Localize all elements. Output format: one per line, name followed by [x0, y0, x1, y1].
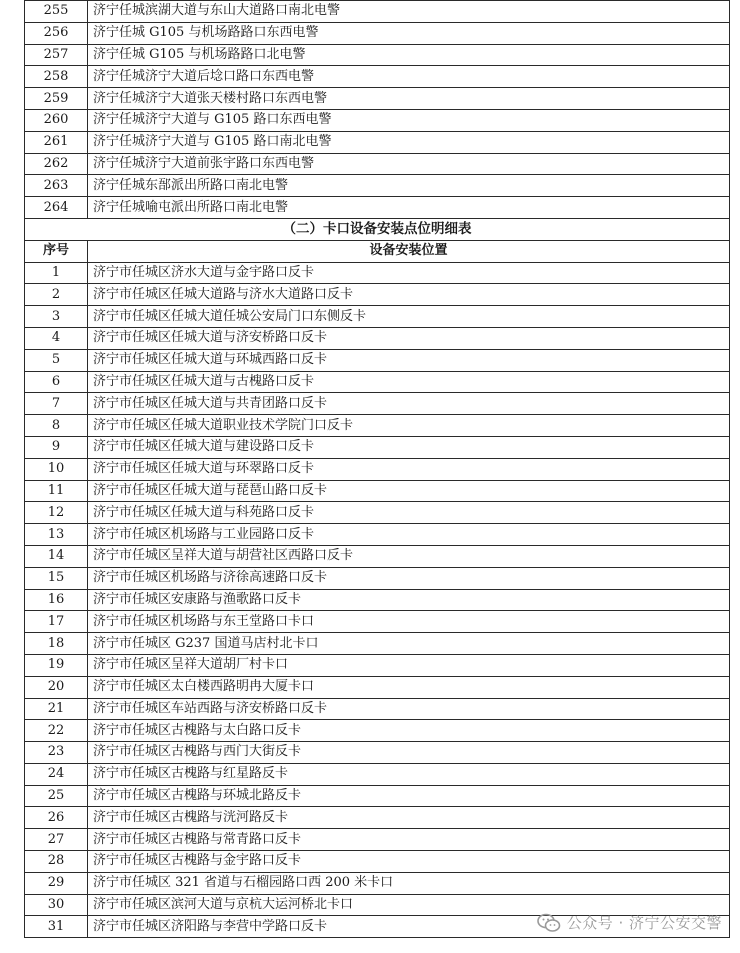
location-cell: 济宁市任城区古槐路与太白路口反卡: [88, 720, 730, 742]
table-row: [25, 22, 730, 44]
row-number-cell: 15: [25, 567, 88, 589]
table-row: [25, 109, 730, 131]
location-cell: 济宁市任城区古槐路与红星路反卡: [88, 763, 730, 785]
table-row: [25, 393, 730, 415]
table-row: [25, 763, 730, 785]
row-number-cell: 18: [25, 633, 88, 655]
table-row: [25, 436, 730, 458]
location-cell: 济宁任城济宁大道与 G105 路口南北电警: [88, 131, 730, 153]
table-row: [25, 66, 730, 88]
table-row: [25, 633, 730, 655]
location-cell: 济宁市任城区任城大道与环城西路口反卡: [88, 349, 730, 371]
table-row: [25, 567, 730, 589]
table-row: [25, 175, 730, 197]
table-row: [25, 807, 730, 829]
row-number-cell: 13: [25, 524, 88, 546]
location-cell: 济宁市任城区太白楼西路明冉大厦卡口: [88, 676, 730, 698]
location-cell: 济宁市任城区任城大道任城公安局门口东侧反卡: [88, 306, 730, 328]
row-number-cell: 1: [25, 262, 88, 284]
row-number-cell: 6: [25, 371, 88, 393]
table-row: [25, 502, 730, 524]
location-cell: 济宁市任城区古槐路与洸河路反卡: [88, 807, 730, 829]
row-number-cell: 27: [25, 829, 88, 851]
location-cell: 济宁市任城区任城大道与共青团路口反卡: [88, 393, 730, 415]
row-number-cell: 31: [25, 916, 88, 938]
row-number-cell: 9: [25, 436, 88, 458]
location-cell: 济宁市任城区任城大道路与济水大道路口反卡: [88, 284, 730, 306]
location-cell: 济宁市任城区滨河大道与京杭大运河桥北卡口: [88, 894, 730, 916]
row-number-cell: 263: [25, 175, 88, 197]
location-cell: 济宁任城 G105 与机场路路口北电警: [88, 44, 730, 66]
row-number-cell: 5: [25, 349, 88, 371]
location-cell: 济宁市任城区任城大道与古槐路口反卡: [88, 371, 730, 393]
row-number-cell: 30: [25, 894, 88, 916]
table-row: [25, 1, 730, 23]
table-row: [25, 262, 730, 284]
table-row: [25, 306, 730, 328]
row-number-cell: 3: [25, 306, 88, 328]
location-cell: 济宁市任城区任城大道与建设路口反卡: [88, 436, 730, 458]
location-cell: 济宁市任城区任城大道职业技术学院门口反卡: [88, 415, 730, 437]
equipment-table-sheet: [24, 0, 729, 938]
table-row: [25, 371, 730, 393]
location-cell: 济宁市任城区古槐路与环城北路反卡: [88, 785, 730, 807]
table-row: [25, 851, 730, 873]
location-cell: 济宁市任城区济水大道与金宇路口反卡: [88, 262, 730, 284]
location-cell: 济宁任城济宁大道后埝口路口东西电警: [88, 66, 730, 88]
row-number-cell: 7: [25, 393, 88, 415]
location-cell: 济宁市任城区济阳路与李营中学路口反卡: [88, 916, 730, 938]
column-header-location: 设备安装位置: [88, 240, 730, 262]
location-cell: 济宁市任城区车站西路与济安桥路口反卡: [88, 698, 730, 720]
location-cell: 济宁市任城区任城大道与环翠路口反卡: [88, 458, 730, 480]
table-row: [25, 524, 730, 546]
row-number-cell: 16: [25, 589, 88, 611]
column-header-number: 序号: [25, 240, 88, 262]
location-cell: 济宁市任城区机场路与东王堂路口卡口: [88, 611, 730, 633]
location-cell: 济宁市任城区任城大道与琵琶山路口反卡: [88, 480, 730, 502]
location-cell: 济宁任城济宁大道张天楼村路口东西电警: [88, 88, 730, 110]
location-cell: 济宁市任城区任城大道与科苑路口反卡: [88, 502, 730, 524]
location-cell: 济宁市任城区安康路与渔歌路口反卡: [88, 589, 730, 611]
watermark-text: 公众号 · 济宁公安交警: [566, 914, 722, 932]
table-row: [25, 676, 730, 698]
row-number-cell: 14: [25, 545, 88, 567]
table-row: [25, 327, 730, 349]
location-cell: 济宁市任城区古槐路与金宇路口反卡: [88, 851, 730, 873]
row-number-cell: 21: [25, 698, 88, 720]
row-number-cell: 25: [25, 785, 88, 807]
table-row: [25, 698, 730, 720]
table-row: [25, 589, 730, 611]
table-header-row: [25, 240, 730, 262]
row-number-cell: 4: [25, 327, 88, 349]
row-number-cell: 261: [25, 131, 88, 153]
row-number-cell: 262: [25, 153, 88, 175]
row-number-cell: 24: [25, 763, 88, 785]
row-number-cell: 11: [25, 480, 88, 502]
location-cell: 济宁市任城区 321 省道与石榴园路口西 200 米卡口: [88, 872, 730, 894]
row-number-cell: 256: [25, 22, 88, 44]
table-row: [25, 44, 730, 66]
wechat-icon: [537, 913, 561, 933]
table-row: [25, 284, 730, 306]
table-row: [25, 153, 730, 175]
row-number-cell: 19: [25, 654, 88, 676]
section-title-row: [25, 218, 730, 240]
table-row: [25, 654, 730, 676]
row-number-cell: 258: [25, 66, 88, 88]
table-row: [25, 829, 730, 851]
location-cell: 济宁市任城区呈祥大道胡厂村卡口: [88, 654, 730, 676]
location-cell: 济宁市任城区 G237 国道马店村北卡口: [88, 633, 730, 655]
location-cell: 济宁市任城区机场路与工业园路口反卡: [88, 524, 730, 546]
location-cell: 济宁任城济宁大道与 G105 路口东西电警: [88, 109, 730, 131]
row-number-cell: 12: [25, 502, 88, 524]
row-number-cell: 264: [25, 197, 88, 219]
row-number-cell: 260: [25, 109, 88, 131]
row-number-cell: 17: [25, 611, 88, 633]
row-number-cell: 259: [25, 88, 88, 110]
table-row: [25, 458, 730, 480]
row-number-cell: 28: [25, 851, 88, 873]
location-cell: 济宁市任城区任城大道与济安桥路口反卡: [88, 327, 730, 349]
location-cell: 济宁任城东郚派出所路口南北电警: [88, 175, 730, 197]
row-number-cell: 20: [25, 676, 88, 698]
table-row: [25, 415, 730, 437]
location-cell: 济宁市任城区呈祥大道与胡营社区西路口反卡: [88, 545, 730, 567]
row-number-cell: 2: [25, 284, 88, 306]
row-number-cell: 22: [25, 720, 88, 742]
table-row: [25, 131, 730, 153]
location-cell: 济宁市任城区机场路与济徐高速路口反卡: [88, 567, 730, 589]
table-row: [25, 480, 730, 502]
location-cell: 济宁任城 G105 与机场路路口东西电警: [88, 22, 730, 44]
table-row: [25, 742, 730, 764]
table-row: [25, 872, 730, 894]
section-title: （二）卡口设备安装点位明细表: [25, 218, 730, 240]
table-row: [25, 349, 730, 371]
table-row: [25, 611, 730, 633]
location-cell: 济宁任城济宁大道前张宇路口东西电警: [88, 153, 730, 175]
wechat-watermark: [537, 912, 722, 933]
location-cell: 济宁市任城区古槐路与常青路口反卡: [88, 829, 730, 851]
table-row: [25, 545, 730, 567]
row-number-cell: 10: [25, 458, 88, 480]
location-cell: 济宁任城喻屯派出所路口南北电警: [88, 197, 730, 219]
location-cell: 济宁市任城区古槐路与西门大街反卡: [88, 742, 730, 764]
row-number-cell: 8: [25, 415, 88, 437]
row-number-cell: 26: [25, 807, 88, 829]
row-number-cell: 255: [25, 1, 88, 23]
row-number-cell: 23: [25, 742, 88, 764]
equipment-table: [24, 0, 730, 938]
table-row: [25, 785, 730, 807]
location-cell: 济宁任城滨湖大道与东山大道路口南北电警: [88, 1, 730, 23]
row-number-cell: 257: [25, 44, 88, 66]
table-row: [25, 197, 730, 219]
row-number-cell: 29: [25, 872, 88, 894]
table-row: [25, 88, 730, 110]
table-row: [25, 720, 730, 742]
